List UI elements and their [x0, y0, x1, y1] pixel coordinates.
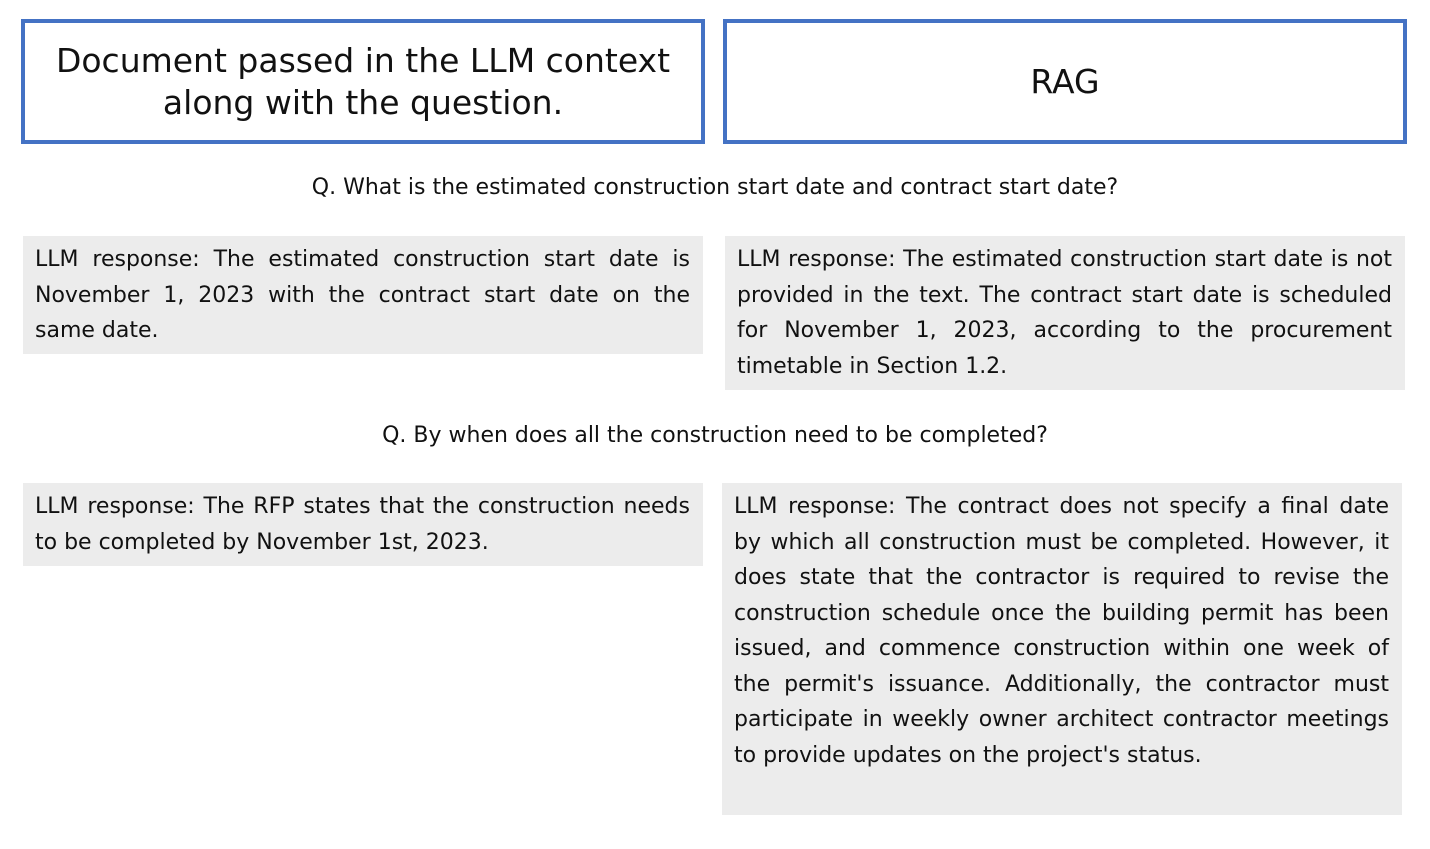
header-document-in-context-label: Document passed in the LLM context along with the question. [55, 40, 671, 122]
response-2-rag: LLM response: The contract does not specify a final date by which all construction must be completed. However, it does state that the contractor is required to revise the construction schedule once the building permit has been issued, and commence construction within one week of the permit's issuance. Additionally, the contractor must participate in weekly owner architect contractor meetings to provide updates on the project's status. [722, 483, 1402, 815]
header-rag [723, 19, 1407, 144]
question-2: Q. By when does all the construction need to be completed? [382, 423, 1048, 448]
question-1: Q. What is the estimated construction start date and contract start date? [311, 175, 1119, 200]
header-rag-label: RAG [1030, 61, 1100, 101]
response-1-rag: LLM response: The estimated construction start date is not provided in the text. The contract start date is scheduled for November 1, 2023, according to the procurement timetable in Section 1.2. [725, 236, 1405, 390]
header-document-in-context [21, 19, 705, 144]
response-1-document-in-context: LLM response: The estimated construction start date is November 1, 2023 with the contract start date on the same date. [23, 236, 703, 354]
response-2-document-in-context: LLM response: The RFP states that the construction needs to be completed by November 1st, 2023. [23, 483, 703, 566]
